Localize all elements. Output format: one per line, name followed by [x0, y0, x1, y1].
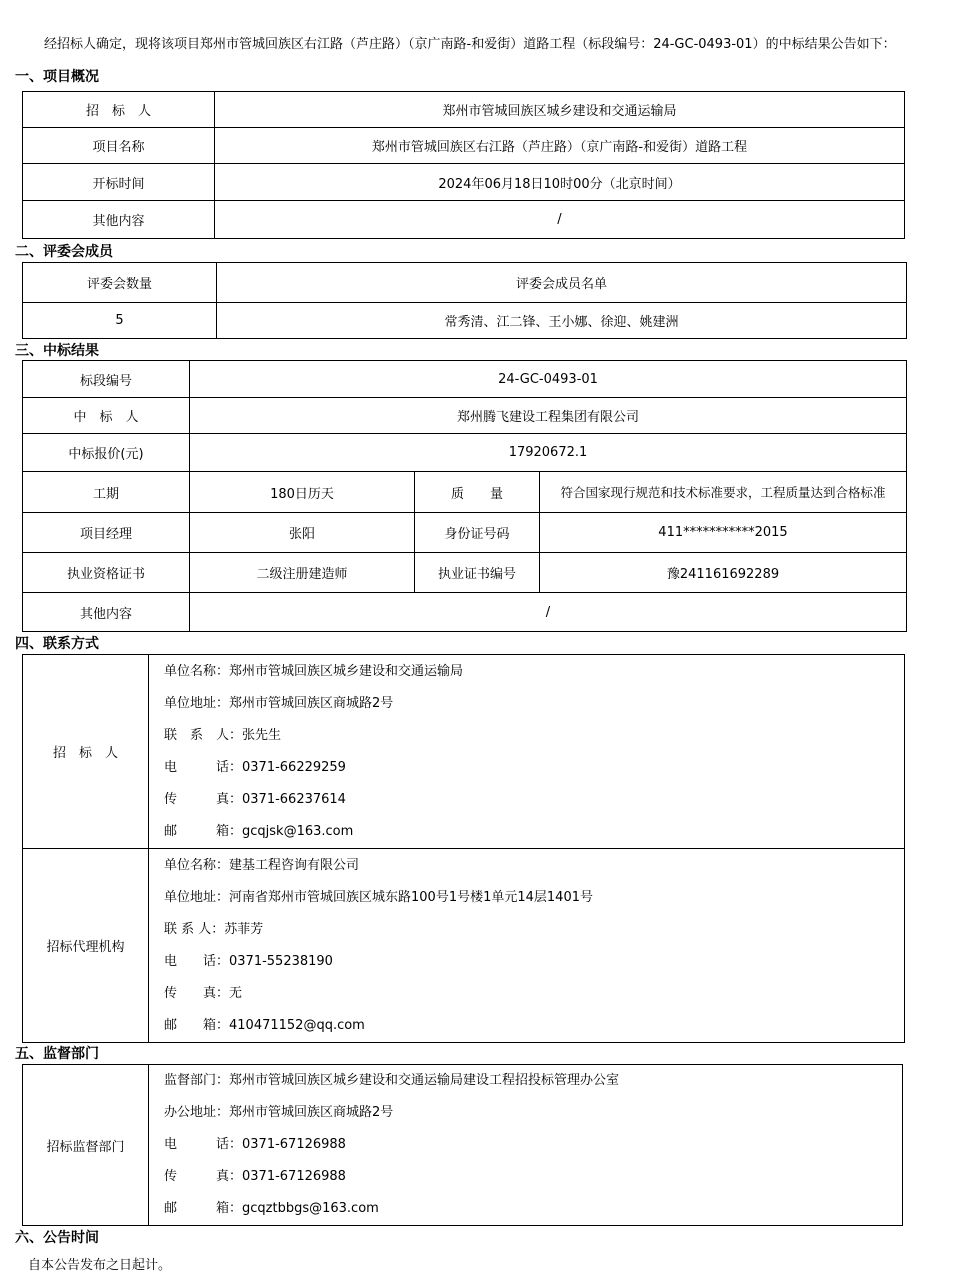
committee-count: 5 — [23, 303, 217, 339]
contact-table — [22, 654, 905, 1043]
price-label: 中标报价(元) — [23, 434, 190, 472]
table-row — [23, 434, 907, 472]
tenderer-phone: 电 话：0371-66229259 — [164, 759, 346, 775]
overview-table — [22, 91, 905, 239]
cert-value: 二级注册建造师 — [190, 553, 415, 593]
winner-value: 郑州腾飞建设工程集团有限公司 — [190, 398, 907, 434]
intro-paragraph: 经招标人确定，现将该项目郑州市管城回族区右江路（芦庄路）（京广南路-和爱街）道路工程（标段编号：24-GC-0493-01）的中标结果公告如下： — [44, 37, 896, 52]
supervision-fax: 传 真：0371-67126988 — [164, 1169, 346, 1184]
tenderer-address: 单位地址：郑州市管城回族区商城路2号 — [164, 695, 394, 711]
tenderer-email: 邮 箱：gcqjsk@163.com — [164, 823, 354, 839]
tenderer-label: 招 标 人 — [23, 92, 215, 128]
tenderer-contact-cell — [149, 655, 905, 849]
table-row — [23, 263, 907, 303]
tenderer-contact-person: 联 系 人：张先生 — [164, 727, 282, 743]
table-row — [23, 849, 905, 1043]
committee-count-header: 评委会数量 — [23, 263, 217, 303]
table-row — [23, 593, 907, 632]
price-value: 17920672.1 — [190, 434, 907, 472]
agency-phone: 电 话：0371-55238190 — [164, 953, 333, 969]
table-row — [23, 553, 907, 593]
open-time-label: 开标时间 — [23, 164, 215, 201]
section-heading-result: 三、中标结果 — [15, 343, 99, 359]
tenderer-value: 郑州市管城回族区城乡建设和交通运输局 — [215, 92, 905, 128]
period-value: 180日历天 — [190, 472, 415, 513]
committee-names-header: 评委会成员名单 — [217, 263, 907, 303]
period-label: 工期 — [23, 472, 190, 513]
winner-label: 中 标 人 — [23, 398, 190, 434]
project-name-label: 项目名称 — [23, 128, 215, 164]
announcement-text: 自本公告发布之日起计。 — [28, 1258, 172, 1273]
project-name-value: 郑州市管城回族区右江路（芦庄路）（京广南路-和爱街）道路工程 — [215, 128, 905, 164]
agency-unit-name: 单位名称：建基工程咨询有限公司 — [164, 857, 360, 873]
id-number-value: 411***********2015 — [540, 513, 907, 553]
cert-number-value: 豫241161692289 — [540, 553, 907, 593]
section-heading-announcement: 六、公告时间 — [15, 1230, 99, 1246]
id-number-label: 身份证号码 — [415, 513, 540, 553]
supervision-dept: 监督部门：郑州市管城回族区城乡建设和交通运输局建设工程招投标管理办公室 — [164, 1073, 620, 1088]
section-heading-supervision: 五、监督部门 — [15, 1046, 99, 1062]
section-heading-overview: 一、项目概况 — [15, 69, 99, 85]
table-row — [23, 303, 907, 339]
committee-names: 常秀清、江二锋、王小娜、徐迎、姚建洲 — [217, 303, 907, 339]
agency-address: 单位地址：河南省郑州市管城回族区城东路100号1号楼1单元14层1401号 — [164, 889, 593, 905]
lot-number-value: 24-GC-0493-01 — [190, 361, 907, 398]
agency-contact-cell — [149, 849, 905, 1043]
supervision-phone: 电 话：0371-67126988 — [164, 1137, 346, 1152]
result-table — [22, 360, 907, 632]
manager-value: 张阳 — [190, 513, 415, 553]
lot-number-label: 标段编号 — [23, 361, 190, 398]
table-row — [23, 92, 905, 128]
supervision-email: 邮 箱：gcqztbbgs@163.com — [164, 1201, 379, 1216]
table-row — [23, 1065, 903, 1226]
table-row — [23, 201, 905, 239]
manager-label: 项目经理 — [23, 513, 190, 553]
tenderer-fax: 传 真：0371-66237614 — [164, 791, 346, 807]
agency-contact-label: 招标代理机构 — [23, 849, 149, 1043]
result-other-value: / — [190, 593, 907, 632]
supervision-label: 招标监督部门 — [23, 1065, 149, 1226]
open-time-value: 2024年06月18日10时00分（北京时间） — [215, 164, 905, 201]
agency-contact-person: 联 系 人：苏菲芳 — [164, 921, 264, 937]
table-row — [23, 361, 907, 398]
section-heading-committee: 二、评委会成员 — [15, 244, 113, 260]
table-row — [23, 164, 905, 201]
table-row — [23, 398, 907, 434]
agency-email: 邮 箱：410471152@qq.com — [164, 1017, 365, 1033]
other-value: / — [215, 201, 905, 239]
committee-table — [22, 262, 907, 339]
section-heading-contact: 四、联系方式 — [15, 636, 99, 652]
cert-label: 执业资格证书 — [23, 553, 190, 593]
supervision-table — [22, 1064, 903, 1226]
cert-number-label: 执业证书编号 — [415, 553, 540, 593]
table-row — [23, 655, 905, 849]
table-row — [23, 128, 905, 164]
quality-label: 质 量 — [415, 472, 540, 513]
supervision-address: 办公地址：郑州市管城回族区商城路2号 — [164, 1105, 394, 1120]
agency-fax: 传 真：无 — [164, 985, 243, 1001]
other-label: 其他内容 — [23, 201, 215, 239]
result-other-label: 其他内容 — [23, 593, 190, 632]
table-row — [23, 513, 907, 553]
tenderer-contact-label: 招 标 人 — [23, 655, 149, 849]
supervision-cell — [149, 1065, 903, 1226]
table-row — [23, 472, 907, 513]
quality-value: 符合国家现行规范和技术标准要求，工程质量达到合格标准 — [540, 472, 907, 513]
tenderer-unit-name: 单位名称：郑州市管城回族区城乡建设和交通运输局 — [164, 663, 464, 679]
